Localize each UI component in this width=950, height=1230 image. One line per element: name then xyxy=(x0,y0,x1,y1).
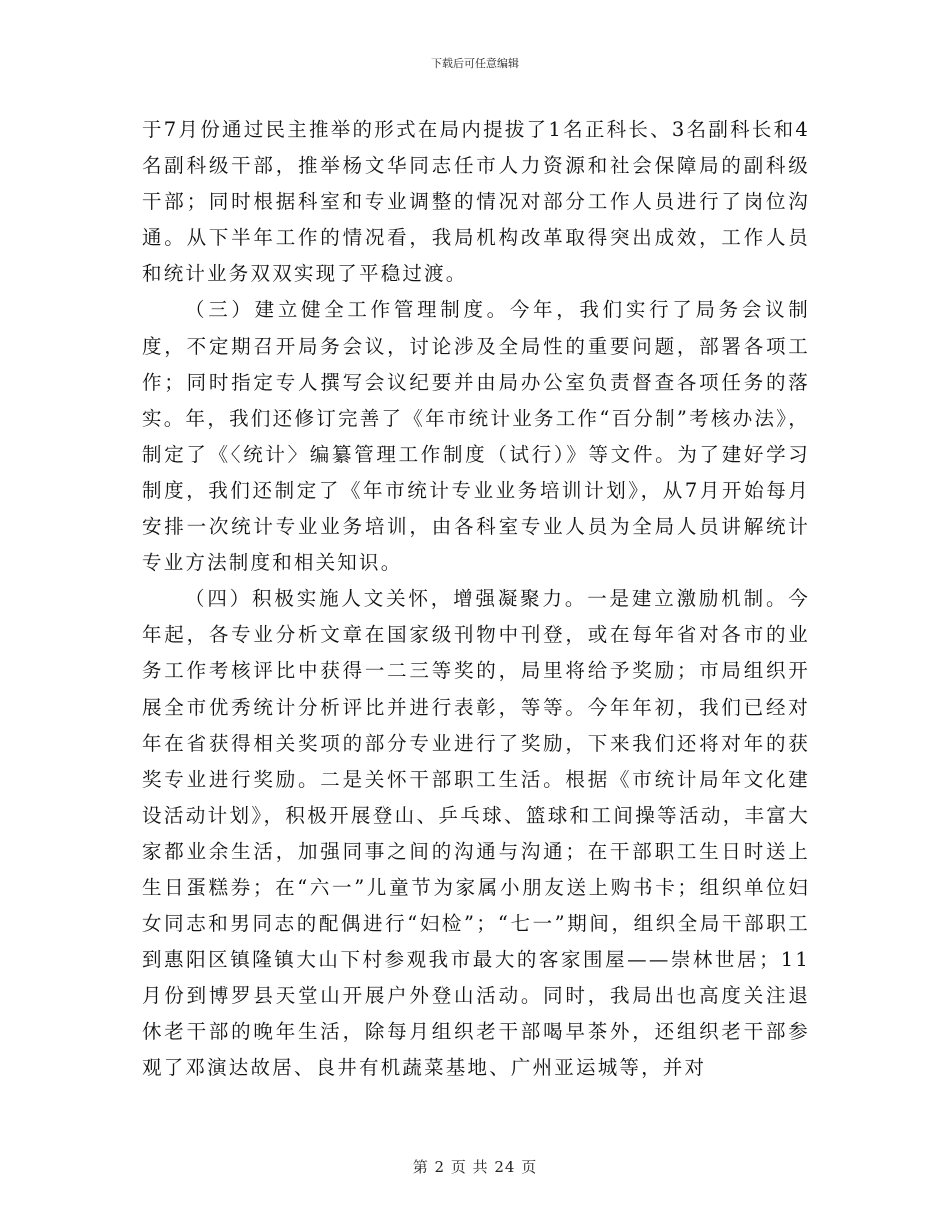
paragraph-continuation: 于7月份通过民主推举的形式在局内提拔了1名正科长、3名副科长和4名副科级干部，推举杨文华同志任市人力资源和社会保障局的副科级干部；同时根据科室和专业调整的情况对部分工作人员进行了岗位沟通。从下半年工作的情况看，我局机构改革取得突出成效，工作人员和统计业务双双实现了平稳过渡。 xyxy=(142,118,810,286)
page-footer: 第 2 页 共 24 页 xyxy=(412,1158,538,1176)
document-body xyxy=(142,112,810,1087)
paragraph-section-four: （四）积极实施人文关怀，增强凝聚力。一是建立激励机制。今年起，各专业分析文章在国家级刊物中刊登，或在每年省对各市的业务工作考核评比中获得一二三等奖的，局里将给予奖励；市局组织开展全市优秀统计分析评比并进行表彰，等等。今年年初，我们已经对年在省获得相关奖项的部分专业进行了奖励，下来我们还将对年的获奖专业进行奖励。二是关怀干部职工生活。根据《市统计局年文化建设活动计划》，积极开展登山、乒乓球、篮球和工间操等活动，丰富大家都业余生活，加强同事之间的沟通与沟通；在干部职工生日时送上生日蛋糕券；在“六一”儿童节为家属小朋友送上购书卡；组织单位妇女同志和男同志的配偶进行“妇检”；“七一”期间，组织全局干部职工到惠阳区镇隆镇大山下村参观我市最大的客家围屋——崇林世居；11月份到博罗县天堂山开展户外登山活动。同时，我局出也高度关注退休老干部的晚年生活，除每月组织老干部喝早茶外，还组织老干部参观了邓演达故居、良井有机蔬菜基地、广州亚运城等，并对 xyxy=(142,587,810,1080)
paragraph-section-three: （三）建立健全工作管理制度。今年，我们实行了局务会议制度，不定期召开局务会议，讨论涉及全局性的重要问题，部署各项工作；同时指定专人撰写会议纪要并由局办公室负责督查各项任务的落实。年，我们还修订完善了《年市统计业务工作“百分制”考核办法》，制定了《〈统计〉编纂管理工作制度（试行）》等文件。为了建好学习制度，我们还制定了《年市统计专业业务培训计划》，从7月开始每月安排一次统计专业业务培训，由各科室专业人员为全局人员讲解统计专业方法制度和相关知识。 xyxy=(142,298,810,575)
page-header: 下载后可任意编辑 xyxy=(431,57,519,70)
